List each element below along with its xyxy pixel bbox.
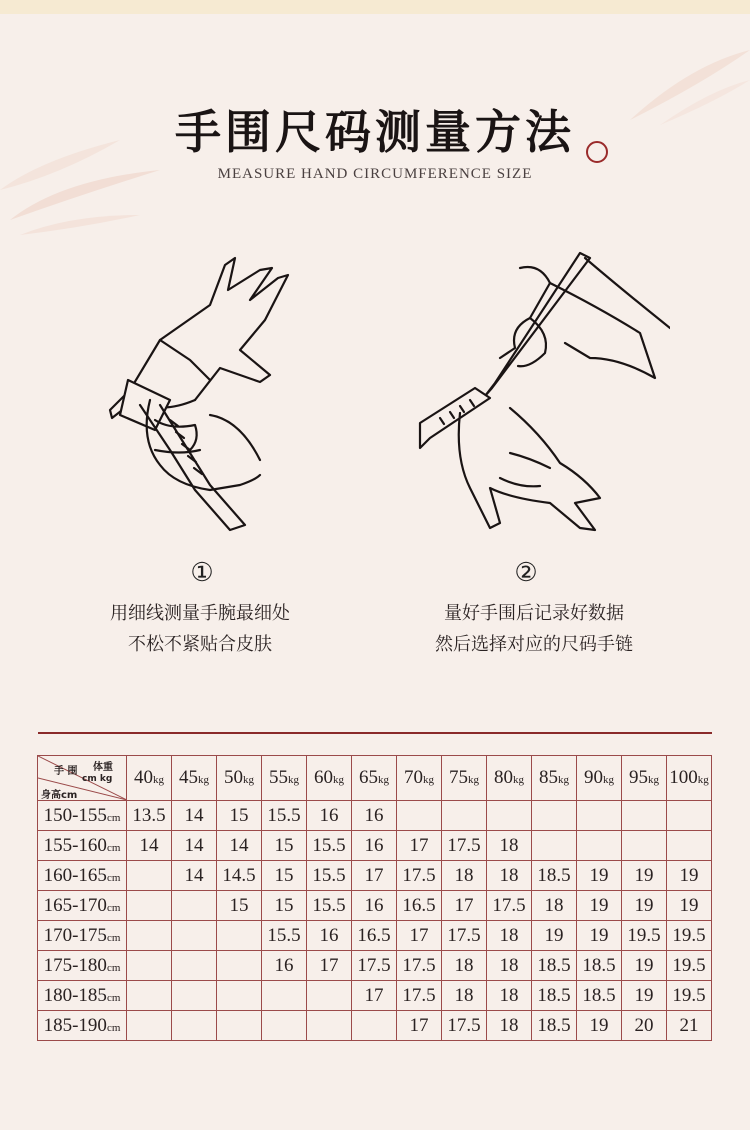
size-cell (667, 801, 712, 831)
weight-value: 80 (494, 767, 513, 788)
size-cell: 17.5 (397, 951, 442, 981)
size-cell: 18.5 (577, 951, 622, 981)
size-cell: 16 (352, 801, 397, 831)
size-cell (352, 1011, 397, 1041)
size-cell: 17.5 (352, 951, 397, 981)
weight-header-85 (532, 756, 577, 801)
size-cell (217, 921, 262, 951)
weight-value: 65 (359, 767, 378, 788)
size-cell: 19 (577, 861, 622, 891)
size-cell: 17.5 (442, 831, 487, 861)
size-cell: 15.5 (262, 921, 307, 951)
size-cell: 16.5 (397, 891, 442, 921)
height-range-cell (38, 801, 127, 831)
size-cell (577, 831, 622, 861)
size-cell: 15.5 (307, 831, 352, 861)
size-cell (217, 981, 262, 1011)
size-cell: 19 (577, 921, 622, 951)
size-cell: 17.5 (397, 861, 442, 891)
height-range-value: 150-155 (43, 804, 107, 826)
height-range-cell (38, 981, 127, 1011)
height-unit: cm (106, 1021, 121, 1034)
size-cell: 17 (397, 921, 442, 951)
weight-header-55 (262, 756, 307, 801)
size-cell (172, 1011, 217, 1041)
size-cell: 14 (127, 831, 172, 861)
size-cell: 17.5 (442, 1011, 487, 1041)
size-cell: 19 (667, 891, 712, 921)
height-unit: cm (106, 961, 121, 974)
weight-header-100 (667, 756, 712, 801)
size-cell (127, 891, 172, 921)
size-cell: 19.5 (667, 951, 712, 981)
weight-unit: kg (243, 774, 254, 786)
height-range-value: 185-190 (43, 1014, 107, 1036)
step-1-text (50, 598, 350, 660)
size-cell: 18.5 (532, 951, 577, 981)
table-row (38, 981, 712, 1011)
size-cell: 14 (172, 831, 217, 861)
size-cell: 19.5 (667, 981, 712, 1011)
size-cell: 16 (307, 801, 352, 831)
size-cell: 18.5 (577, 981, 622, 1011)
size-cell: 18 (442, 951, 487, 981)
weight-unit: kg (648, 774, 659, 786)
table-row (38, 1011, 712, 1041)
size-cell: 18 (487, 1011, 532, 1041)
weight-value: 90 (584, 767, 603, 788)
size-cell: 18.5 (532, 981, 577, 1011)
corner-height-label: 身高cm (41, 790, 78, 801)
size-cell: 14.5 (217, 861, 262, 891)
size-cell: 18 (442, 861, 487, 891)
top-band (0, 0, 750, 14)
weight-value: 75 (449, 767, 468, 788)
weight-header-70 (397, 756, 442, 801)
size-cell (262, 981, 307, 1011)
title-seal-circle (586, 141, 608, 163)
height-range-cell (38, 951, 127, 981)
size-cell (172, 951, 217, 981)
size-cell: 18 (487, 981, 532, 1011)
step-1-line1: 用细线测量手腕最细处 (110, 603, 290, 624)
weight-value: 60 (314, 767, 333, 788)
table-header-row (38, 756, 712, 801)
size-cell (217, 951, 262, 981)
size-cell: 17.5 (487, 891, 532, 921)
size-cell (127, 1011, 172, 1041)
size-cell (172, 921, 217, 951)
size-cell: 17.5 (442, 921, 487, 951)
size-cell: 17 (397, 831, 442, 861)
size-cell (127, 921, 172, 951)
size-cell (172, 891, 217, 921)
size-cell (307, 1011, 352, 1041)
height-unit: cm (106, 931, 121, 944)
height-unit: cm (106, 991, 121, 1004)
weight-header-90 (577, 756, 622, 801)
weight-header-75 (442, 756, 487, 801)
step-1-line2: 不松不紧贴合皮肤 (128, 634, 272, 655)
size-cell: 19 (577, 891, 622, 921)
size-cell: 15 (262, 891, 307, 921)
size-cell: 16 (307, 921, 352, 951)
weight-value: 85 (539, 767, 558, 788)
page-title: 手围尺码测量方法 (175, 105, 575, 159)
step-2-line2: 然后选择对应的尺码手链 (435, 634, 633, 655)
size-cell (577, 801, 622, 831)
corner-weight-label: 体重 (93, 762, 113, 773)
size-cell (307, 981, 352, 1011)
size-cell: 19 (622, 951, 667, 981)
height-range-cell (38, 1011, 127, 1041)
size-cell: 19 (622, 891, 667, 921)
size-cell: 18.5 (532, 1011, 577, 1041)
size-cell: 17.5 (397, 981, 442, 1011)
step-1-number: ① (190, 558, 214, 588)
table-row (38, 861, 712, 891)
height-range-cell (38, 831, 127, 861)
size-table (37, 755, 712, 1041)
table-row (38, 831, 712, 861)
weight-unit: kg (153, 774, 164, 786)
size-cell (442, 801, 487, 831)
weight-unit: kg (288, 774, 299, 786)
height-unit: cm (106, 811, 121, 824)
table-row (38, 951, 712, 981)
step-2-text (384, 598, 684, 660)
size-cell (217, 1011, 262, 1041)
size-cell: 15.5 (307, 891, 352, 921)
height-range-value: 175-180 (43, 954, 107, 976)
size-cell: 21 (667, 1011, 712, 1041)
size-cell: 14 (172, 801, 217, 831)
size-cell: 16 (262, 951, 307, 981)
weight-unit: kg (697, 774, 709, 786)
size-cell: 14 (172, 861, 217, 891)
size-cell: 18 (487, 831, 532, 861)
size-cell: 17 (352, 861, 397, 891)
size-cell: 14 (217, 831, 262, 861)
height-range-value: 180-185 (43, 984, 107, 1006)
weight-header-45 (172, 756, 217, 801)
height-unit: cm (106, 901, 121, 914)
weight-header-60 (307, 756, 352, 801)
weight-value: 50 (224, 767, 243, 788)
size-cell: 19 (532, 921, 577, 951)
size-cell: 18 (442, 981, 487, 1011)
size-cell: 18 (487, 921, 532, 951)
height-range-value: 160-165 (43, 864, 107, 886)
size-cell (172, 981, 217, 1011)
size-cell: 15 (217, 891, 262, 921)
size-cell (127, 951, 172, 981)
height-range-value: 165-170 (43, 894, 107, 916)
weight-value: 70 (404, 767, 423, 788)
step-2-line1: 量好手围后记录好数据 (444, 603, 624, 624)
size-cell: 17 (307, 951, 352, 981)
weight-value: 55 (269, 767, 288, 788)
weight-value: 40 (134, 767, 153, 788)
table-corner-cell (38, 756, 127, 801)
hand-measure-tape-illustration (100, 250, 300, 540)
size-cell (487, 801, 532, 831)
weight-header-65 (352, 756, 397, 801)
size-cell: 15 (262, 831, 307, 861)
weight-header-40 (127, 756, 172, 801)
height-unit: cm (106, 871, 121, 884)
size-cell (127, 861, 172, 891)
size-cell (532, 801, 577, 831)
weight-unit: kg (558, 774, 569, 786)
height-range-value: 155-160 (43, 834, 107, 856)
size-cell: 15 (217, 801, 262, 831)
height-range-cell (38, 891, 127, 921)
size-cell (622, 801, 667, 831)
step-2-number: ② (514, 558, 538, 588)
corner-hand-label: 手 围 (54, 766, 78, 777)
size-cell (397, 801, 442, 831)
size-cell: 17 (397, 1011, 442, 1041)
size-cell: 18 (487, 861, 532, 891)
table-row (38, 891, 712, 921)
size-cell: 19 (577, 1011, 622, 1041)
size-cell (262, 1011, 307, 1041)
table-row (38, 801, 712, 831)
corner-units-label: cm kg (82, 774, 113, 784)
size-cell: 19.5 (622, 921, 667, 951)
size-cell: 18.5 (532, 861, 577, 891)
weight-unit: kg (198, 774, 209, 786)
height-unit: cm (106, 841, 121, 854)
size-cell: 16 (352, 831, 397, 861)
size-cell: 16.5 (352, 921, 397, 951)
size-cell (667, 831, 712, 861)
size-cell (127, 981, 172, 1011)
weight-header-95 (622, 756, 667, 801)
size-cell: 16 (352, 891, 397, 921)
weight-value: 45 (179, 767, 198, 788)
size-cell: 15.5 (307, 861, 352, 891)
size-cell: 19 (622, 861, 667, 891)
size-cell: 19 (667, 861, 712, 891)
size-cell: 19 (622, 981, 667, 1011)
page-subtitle: MEASURE HAND CIRCUMFERENCE SIZE (217, 166, 533, 182)
weight-unit: kg (378, 774, 389, 786)
size-cell: 13.5 (127, 801, 172, 831)
hand-pen-record-illustration (400, 248, 670, 538)
height-range-value: 170-175 (43, 924, 107, 946)
weight-unit: kg (603, 774, 614, 786)
section-divider (38, 732, 712, 734)
size-cell: 18 (532, 891, 577, 921)
weight-unit: kg (468, 774, 479, 786)
weight-unit: kg (423, 774, 434, 786)
size-cell: 17 (442, 891, 487, 921)
weight-unit: kg (333, 774, 344, 786)
size-cell: 19.5 (667, 921, 712, 951)
table-row (38, 921, 712, 951)
size-cell (622, 831, 667, 861)
weight-value: 95 (629, 767, 648, 788)
size-cell: 15.5 (262, 801, 307, 831)
weight-header-80 (487, 756, 532, 801)
size-cell: 15 (262, 861, 307, 891)
height-range-cell (38, 921, 127, 951)
weight-unit: kg (513, 774, 524, 786)
weight-value: 100 (669, 767, 698, 788)
weight-header-50 (217, 756, 262, 801)
size-cell (532, 831, 577, 861)
height-range-cell (38, 861, 127, 891)
size-cell: 18 (487, 951, 532, 981)
size-cell: 17 (352, 981, 397, 1011)
size-cell: 20 (622, 1011, 667, 1041)
